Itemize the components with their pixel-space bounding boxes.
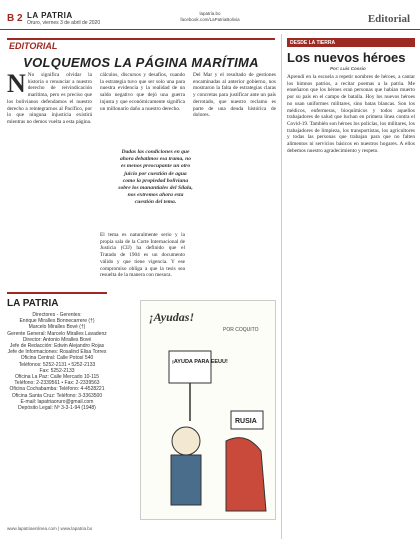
staff-line: Oficina Central: Calle Potosí 540 xyxy=(20,355,94,362)
facebook-url[interactable]: facebook.com/LaPatriaBolivia xyxy=(180,17,240,22)
editorial-cartoon xyxy=(140,300,276,520)
figure-right xyxy=(226,438,266,511)
column-tag: DESDE LA TIERRA xyxy=(287,38,415,47)
cartoon-label: RUSIA xyxy=(235,418,257,425)
section-title: Editorial xyxy=(367,13,410,25)
editorial-col-1 xyxy=(7,72,92,290)
column-title: Los nuevos héroes xyxy=(287,50,406,65)
staff-line: Director: Antonio Miralles Bové xyxy=(22,336,92,343)
cartoon-sign xyxy=(169,351,211,383)
column-divider xyxy=(281,34,282,539)
staff-line: Teléfono: 2-2339561 • Fax: 2-2339563 xyxy=(14,380,100,387)
pull-quote: Dadas las condiciones en que ahora debatimos esa trama, no es menos preocupante un otro juicio por cuestión de agua como la propiedad boliviana sobre los manantiales del Silala, nos extremos ahora esta cuestión del tema. xyxy=(118,149,193,206)
masthead xyxy=(7,292,107,539)
staff-line: Fax: 5252-2133 xyxy=(39,367,75,374)
figure-head xyxy=(172,427,200,455)
paper-name: LA PATRIA xyxy=(27,11,73,20)
staff-line: E-mail: lapatriaoruro@gmail.com xyxy=(20,398,94,405)
figure-body xyxy=(171,455,201,505)
staff-line: Marcelo Miralles Bové (†) xyxy=(28,324,86,331)
staff-line: Teléfonos: 5252-2131 • 5252-2133 xyxy=(18,361,96,368)
staff-line: Directores - Gerentes: xyxy=(32,312,82,318)
staff-line: Oficina Cochabamba: Teléfono: 4-4528221 xyxy=(9,386,105,393)
editorial-col-3: Del Mar y el resultado de gestiones encaminadas al anterior gobierno, nos mostraron la falta de estrategias claras y concretas para justificar ante un país derrotado, que nuestro reclamo es parte de una deuda histórica de dolores. xyxy=(193,72,276,119)
editorial-title: VOLQUEMOS LA PÁGINA MARÍTIMA xyxy=(23,55,259,70)
drop-cap: N xyxy=(7,72,26,98)
staff-line: Gerente General: Marcelo Miralles Lavadenz xyxy=(7,330,107,337)
masthead-name: LA PATRIA xyxy=(7,298,59,309)
staff-line: Oficina Santa Cruz: Teléfono: 3-3363500 xyxy=(11,392,103,399)
editorial-bottom-left: El tema es naturalmente serio y la propia sala de la Corte Internacional de Justicia (CIJ) ha definido que el Tratado de 1904 es un documento válido y que tiene vigencia. Y ese compromiso obliga a que la tesis sea resuelta de la manera con mesura. xyxy=(100,232,185,279)
page-number: B 2 xyxy=(7,13,23,24)
editorial-col-1-text: No significa olvidar la historia o renunciar a nuestro derecho de reivindicación marítima, pero es preciso que los bolivianos defendamos el nuestro derecho a reintegrarnos al Pacífico, por lo que ninguna injusticia existirá mientras no demos vuelta a esta página. xyxy=(7,72,92,125)
cartoon-header: ¡Ayudas! xyxy=(149,310,195,324)
editorial-col-2: cálculos, discursos y desafíos, cuando la estrategia tuvo que ser solo una para nuestra evidencia y la realidad de un saldo negativo que dejó una guerra injusta y que económicamente significa un millonario daño a nuestro derecho. xyxy=(100,72,185,112)
staff-line: Oficina La Paz: Calle Mercado 10-115 xyxy=(14,374,100,381)
column-body: Aprendí en la escuela a repetir nombres de héroes, a cantar los himnos patrios, a recitar poemas a la patria. Me enseñaron que los héroes eran personas que habían muerto por su país en el campo de batalla. Hoy los nuevos héroes no usan uniformes militares, sino batas blancas. Son los médicos, enfermeras, bioquímicos y todos aquellos trabajadores de salud que luchan en primera línea contra el Covid-19. También son héroes los policías, los militares, los trabajadores de limpieza, los transportistas, los agricultores y todas las personas que trabajan para que no falten alimentos ni servicios básicos en nuestros hogares. A ellos debemos nuestro agradecimiento y respeto. xyxy=(287,74,415,154)
cartoon-sign-text: ¡AYUDA PARA EEUU! xyxy=(172,359,228,365)
staff-line: Jefe de Redacción: Edwin Alejandro Rojas xyxy=(9,343,105,350)
staff-line: Enrique Miralles Bonnecarrere (†) xyxy=(19,318,95,325)
cartoon-credit: POR COQUITO xyxy=(223,327,259,333)
masthead-staff xyxy=(7,312,107,411)
column-byline: Por: Luis Cossio xyxy=(330,66,366,71)
masthead-footer[interactable]: www.lapatriaenlinea.com | www.lapatria.bo xyxy=(7,526,93,531)
staff-line: Depósito Legal: Nº 3-3-1-94 (1948) xyxy=(18,405,96,412)
editorial-rule xyxy=(7,38,275,40)
staff-line: Jefe de Informaciones: Rosalind Elisa Torres xyxy=(7,349,107,356)
web-links xyxy=(160,11,260,23)
web-url[interactable]: lapatria.bo xyxy=(199,11,221,16)
date-line: Oruro, viernes 3 de abril de 2020 xyxy=(27,20,101,26)
page-header xyxy=(0,0,420,30)
editorial-label: EDITORIAL xyxy=(9,41,58,51)
cartoon-drawing xyxy=(141,301,276,520)
